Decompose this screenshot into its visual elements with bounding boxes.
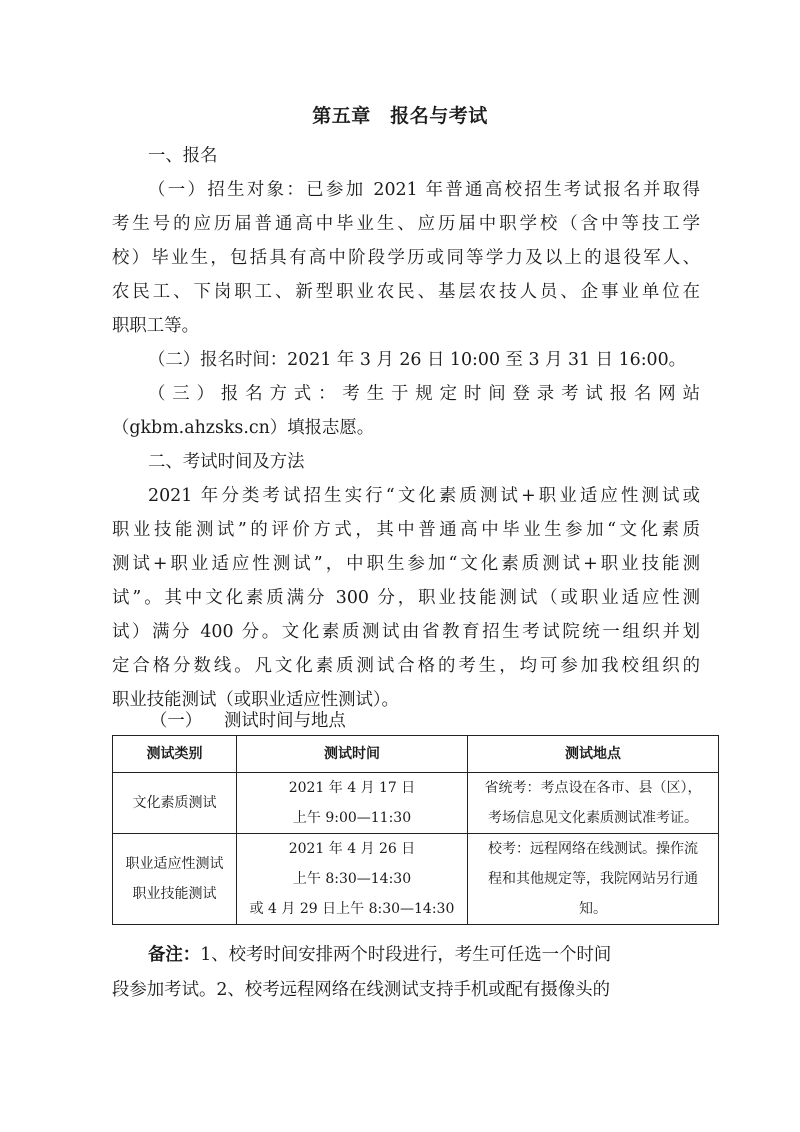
- cell-place: [468, 773, 719, 834]
- cell-place: [468, 834, 719, 925]
- exam-para-line-1: 2021 年分类考试招生实行“文化素质测试+职业适应性测试或: [148, 486, 700, 506]
- item-target-line-1: （一）招生对象：已参加 2021 年普通高校招生考试报名并取得: [148, 180, 700, 200]
- table-caption: [150, 706, 346, 736]
- item-registration-time: （二）报名时间：2021 年 3 月 26 日 10:00 至 3 月 31 日 16:00。: [148, 350, 687, 370]
- item-registration-method-line-1: （三）报名方式：考生于规定时间登录考试报名网站: [148, 384, 700, 404]
- test-schedule-table: [112, 735, 719, 925]
- item-registration-method-line-2: （gkbm.ahzsks.cn）填报志愿。: [112, 418, 375, 438]
- note-block: [112, 938, 700, 1008]
- section-registration: [112, 139, 700, 717]
- exam-para-line-6: 定合格分数线。凡文化素质测试合格的考生，均可参加我校组织的: [112, 656, 700, 676]
- table-caption-number: （一）: [150, 711, 203, 731]
- header-place: 测试地点: [468, 736, 719, 773]
- cell-time-line: 上午 9:00—11:30: [292, 810, 412, 826]
- cell-place-line: 程和其他规定等，我院网站另行通: [488, 871, 698, 887]
- header-time: 测试时间: [237, 736, 468, 773]
- table-row: [113, 834, 719, 925]
- chapter-title: 第五章 报名与考试: [312, 105, 488, 127]
- table-caption-title: 测试时间与地点: [224, 711, 346, 731]
- cell-time-line: 上午 8:30—14:30: [292, 871, 412, 887]
- exam-para-line-3: 测试+职业适应性测试”，中职生参加“文化素质测试+职业技能测: [112, 554, 700, 574]
- item-target-line-2: 考生号的应历届普通高中毕业生、应历届中职学校（含中等技工学: [112, 214, 700, 234]
- item-target-line-5: 职职工等。: [112, 316, 199, 336]
- cell-place-line: 省统考：考点设在各市、县（区），: [484, 780, 702, 796]
- cell-time-line: 2021 年 4 月 17 日: [288, 780, 416, 796]
- cell-time: [237, 834, 468, 925]
- section-heading-registration: 一、报名: [148, 146, 218, 166]
- cell-category: 文化素质测试: [113, 773, 237, 834]
- exam-para-line-7: 职业技能测试（或职业适应性测试）。: [112, 690, 399, 710]
- cell-place-line: 校考：远程网络在线测试。操作流: [488, 841, 698, 857]
- item-target-line-3: 校）毕业生，包括具有高中阶段学历或同等学力及以上的退役军人、: [112, 248, 700, 268]
- note-text-1: 1、校考时间安排两个时段进行，考生可任选一个时间: [200, 945, 612, 965]
- header-category: 测试类别: [113, 736, 237, 773]
- section-heading-exam: 二、考试时间及方法: [148, 452, 305, 472]
- table-row: [113, 773, 719, 834]
- note-line-2: 段参加考试。2、校考远程网络在线测试支持手机或配有摄像头的: [112, 980, 611, 1000]
- cell-time-line: 或 4 月 29 日上午 8:30—14:30: [249, 901, 455, 917]
- cell-place-line: 考场信息见文化素质测试准考证。: [488, 810, 698, 826]
- note-line-1: [112, 938, 700, 973]
- cell-category: [113, 834, 237, 925]
- cell-place-line: 知。: [579, 901, 607, 917]
- cell-category-line: 职业适应性测试: [125, 856, 224, 872]
- item-target-line-4: 农民工、下岗职工、新型职业农民、基层农技人员、企事业单位在: [112, 282, 700, 302]
- cell-category-line: 职业技能测试: [132, 886, 217, 902]
- note-label: 备注：: [148, 945, 201, 965]
- exam-para-line-5: 试）满分 400 分。文化素质测试由省教育招生考试院统一组织并划: [112, 622, 700, 642]
- table-header-row: [113, 736, 719, 773]
- exam-para-line-2: 职业技能测试”的评价方式，其中普通高中毕业生参加“文化素质: [112, 520, 700, 540]
- cell-time-line: 2021 年 4 月 26 日: [288, 841, 416, 857]
- exam-para-line-4: 试”。其中文化素质满分 300 分，职业技能测试（或职业适应性测: [112, 588, 700, 608]
- cell-time: [237, 773, 468, 834]
